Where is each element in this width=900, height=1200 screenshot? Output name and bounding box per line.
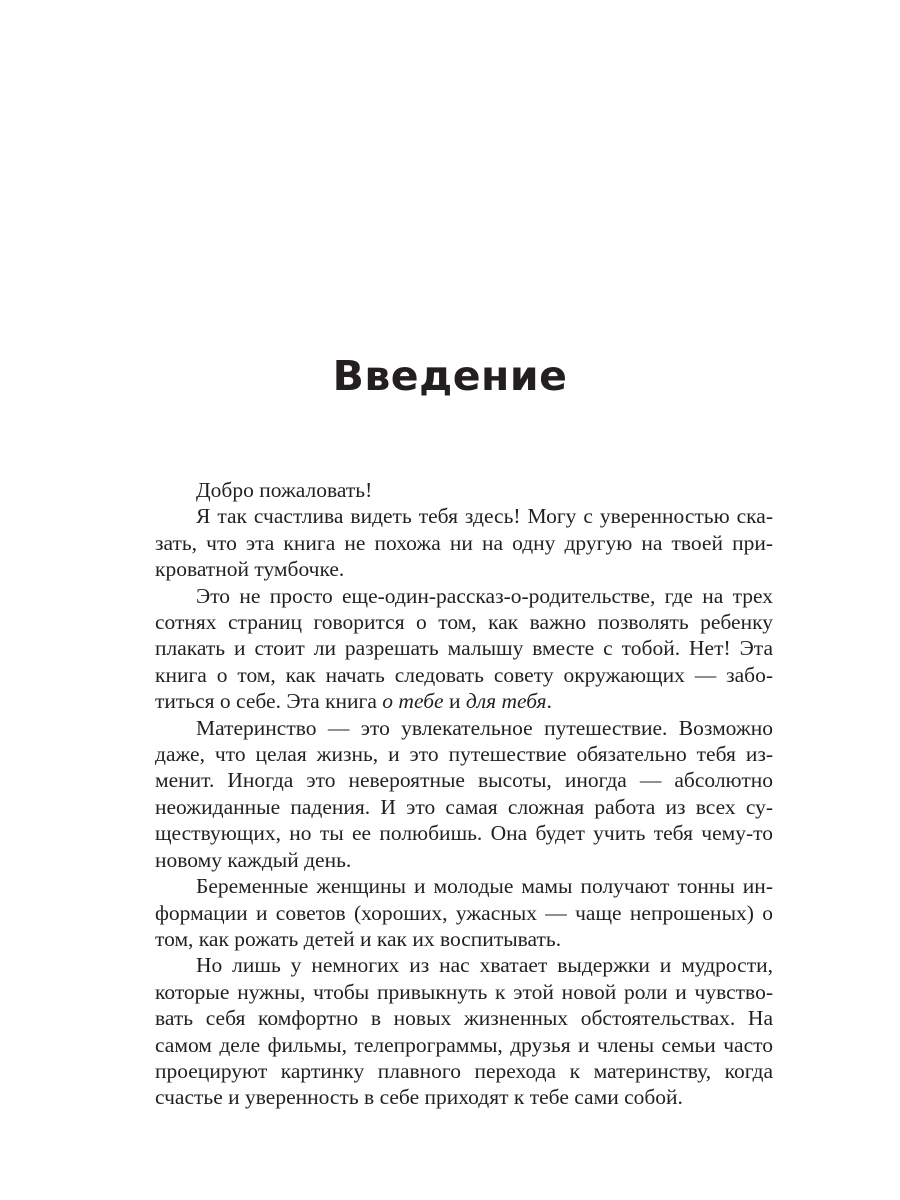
paragraph-happy: Я так счастлива видеть тебя здесь! Могу с уверенностью сказать, что эта книга не похожа ни на одну другую на твоей прикроватной тумбочке.: [155, 504, 773, 582]
chapter-body: [155, 477, 773, 1111]
emphasis-end: .: [546, 689, 552, 714]
paragraph-greeting: Добро пожаловать!: [196, 478, 373, 502]
emphasis-for-you: для тебя: [465, 689, 547, 714]
emphasis-connector: и: [443, 689, 466, 714]
emphasis-about-you: о тебе: [382, 689, 444, 714]
paragraph-purpose-text: Это не просто еще-один-рассказ-о-родительстве, где на трех сотнях страниц говорится о том, как важно позволять ребенку плакать и стоит ли разрешать малышу вместе с тобой. Нет! Эта книга о том, как начать следовать совету окружающих — заботиться о себе. Эта книга: [155, 583, 773, 714]
chapter-title: Введение: [332, 352, 568, 400]
paragraph-motherhood: Материнство — это увлекательное путешествие. Возможно даже, что целая жизнь, и это путешествие обязательно тебя изменит. Иногда это невероятные высоты, иногда — абсолютно неожиданные падения. И это самая сложная работа из всех существующих, но ты ее полюбишь. Она будет учить тебя чему-то новому каждый день.: [155, 715, 773, 872]
paragraph-advice: Беременные женщины и молодые мамы получают тонны информации и советов (хороших, ужасных — чаще непрошеных) о том, как рожать детей и как их воспитывать.: [155, 874, 773, 951]
paragraph-purpose: [155, 583, 773, 715]
paragraph-adjustment: Но лишь у немногих из нас хватает выдержки и мудрости, которые нужны, чтобы привыкнуть к этой новой роли и чувствовать себя комфортно в новых жизненных обстоятельствах. На самом деле фильмы, телепрограммы, друзья и члены семьи часто проецируют картинку плавного перехода к материнству, когда счастье и уверенность в себе приходят к тебе сами собой.: [155, 953, 773, 1110]
